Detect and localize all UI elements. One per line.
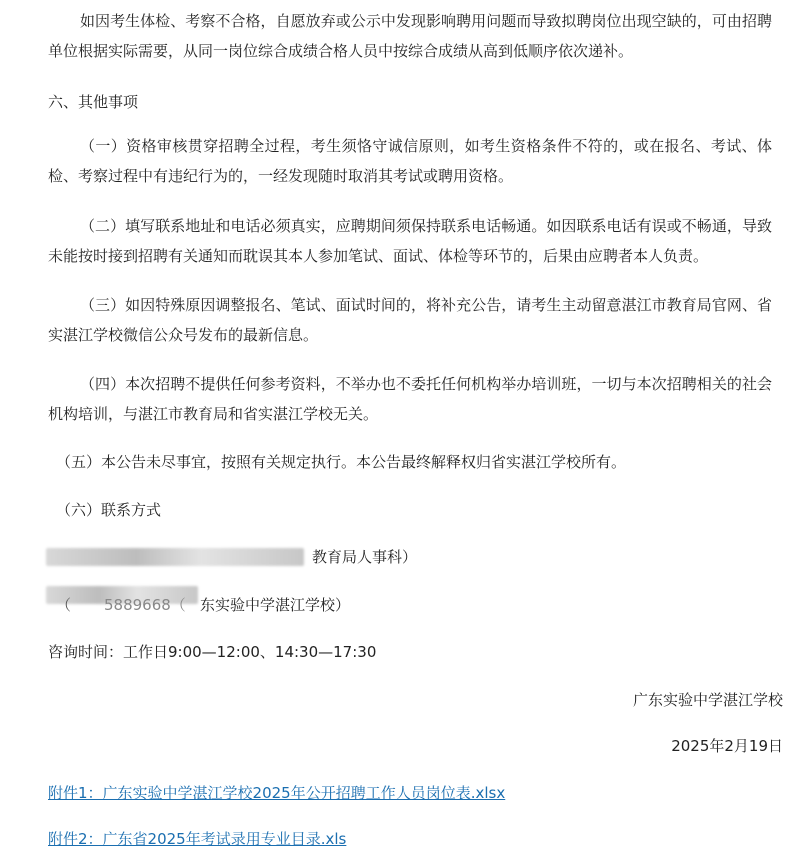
section-title-other-matters: 六、其他事项 (48, 93, 139, 111)
contact-line-1-text: 教育局人事科） (312, 548, 418, 566)
signature-date: 2025年2月19日 (671, 737, 783, 755)
contact-line-2-paren: （ (56, 596, 72, 614)
redacted-contact-phone-1 (46, 548, 304, 566)
paragraph-item-2: （二）填写联系地址和电话必须真实，应聘期间须保持联系电话畅通。如因联系电话有误或不畅通，导致未能按时接到招聘有关通知而耽误其本人参加笔试、面试、体检等环节的，后果由应聘者本人负责。 (48, 217, 772, 265)
contact-line-2-text: 东实验中学湛江学校） (200, 596, 351, 614)
attachment-1-link[interactable]: 附件1：广东实验中学湛江学校2025年公开招聘工作人员岗位表.xlsx (48, 784, 506, 802)
paragraph-item-4: （四）本次招聘不提供任何参考资料，不举办也不委托任何机构举办培训班，一切与本次招聘相关的社会机构培训，与湛江市教育局和省实湛江学校无关。 (48, 375, 772, 423)
paragraph-replacement-rule: 如因考生体检、考察不合格，自愿放弃或公示中发现影响聘用问题而导致拟聘岗位出现空缺的，可由招聘单位根据实际需要，从同一岗位综合成绩合格人员中按综合成绩从高到低顺序依次递补。 (48, 12, 772, 60)
contact-line-2-number: 5889668（ (104, 596, 186, 614)
contact-hours: 咨询时间：工作日9:00—12:00、14:30—17:30 (48, 643, 377, 661)
paragraph-item-1: （一）资格审核贯穿招聘全过程，考生须恪守诚信原则，如考生资格条件不符的，或在报名、考试、体检、考察过程中有违纪行为的，一经发现随时取消其考试或聘用资格。 (48, 137, 772, 185)
paragraph-item-5: （五）本公告未尽事宜，按照有关规定执行。本公告最终解释权归省实湛江学校所有。 (56, 453, 627, 471)
signature-org: 广东实验中学湛江学校 (632, 691, 783, 709)
attachment-2-link[interactable]: 附件2：广东省2025年考试录用专业目录.xls (48, 830, 347, 848)
contact-title: （六）联系方式 (56, 501, 162, 519)
paragraph-item-3: （三）如因特殊原因调整报名、笔试、面试时间的，将补充公告，请考生主动留意湛江市教育局官网、省实湛江学校微信公众号发布的最新信息。 (48, 296, 772, 344)
